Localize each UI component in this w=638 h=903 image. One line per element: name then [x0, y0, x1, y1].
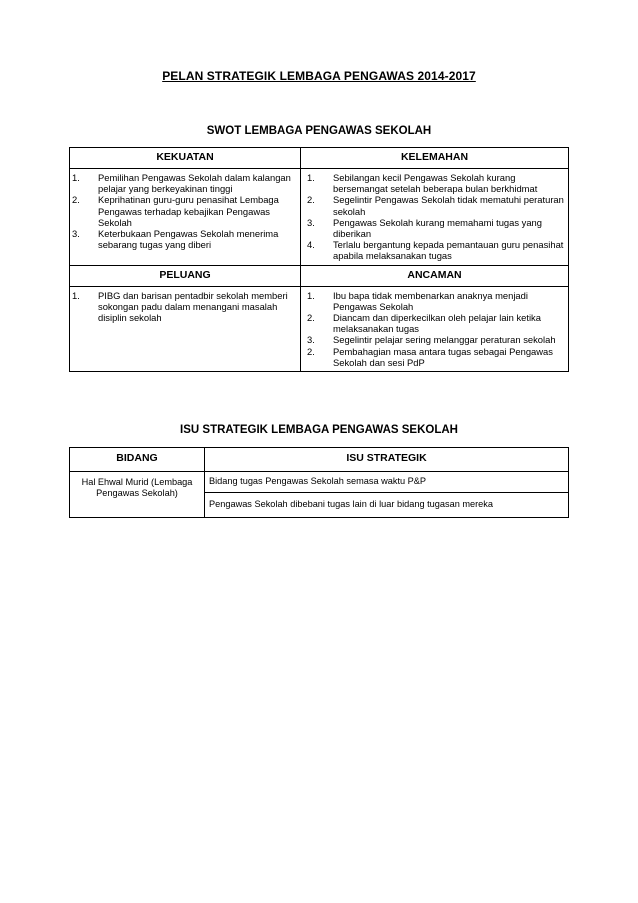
swot-header-row — [70, 148, 569, 169]
swot-row-2 — [70, 286, 569, 371]
list-item — [72, 194, 296, 228]
isu-strategik-table — [69, 447, 569, 518]
list-item-number: 1. — [307, 172, 315, 183]
peluang-header: PELUANG — [70, 265, 301, 286]
list-item-text: Segelintir pelajar sering melanggar peraturan sekolah — [333, 334, 556, 346]
list-item — [307, 172, 564, 194]
list-item-number: 2. — [307, 345, 315, 357]
kelemahan-cell — [301, 169, 569, 266]
swot-row-1 — [70, 169, 569, 266]
list-item-text: Ibu bapa tidak membenarkan anaknya menjadi Pengawas Sekolah — [333, 289, 528, 312]
list-item-number: 2. — [307, 312, 315, 324]
isu-item-2: Pengawas Sekolah dibebani tugas lain di luar bidang tugasan mereka — [205, 493, 569, 518]
list-item — [307, 334, 564, 345]
list-item-number: 2. — [72, 194, 80, 206]
list-item — [72, 228, 296, 250]
list-item — [307, 312, 564, 334]
list-item — [307, 217, 564, 239]
list-item-text: Pemilihan Pengawas Sekolah dalam kalangan pelajar yang berkeyakinan tinggi — [98, 172, 291, 195]
list-item-number: 2. — [307, 194, 315, 206]
kekuatan-header: KEKUATAN — [70, 148, 301, 169]
isu-header-row — [70, 448, 569, 472]
peluang-cell — [70, 286, 301, 371]
list-item-text: Pembahagian masa antara tugas sebagai Pengawas Sekolah dan sesi PdP — [333, 345, 553, 368]
document-title: PELAN STRATEGIK LEMBAGA PENGAWAS 2014-2017 — [162, 69, 476, 83]
list-item — [307, 346, 564, 368]
isu-strategik-header: ISU STRATEGIK — [205, 448, 569, 472]
list-item-text: Pengawas Sekolah kurang memahami tugas yang diberikan — [333, 216, 542, 240]
list-item-number: 1. — [72, 172, 80, 183]
ancaman-list — [307, 290, 564, 368]
ancaman-cell — [301, 286, 569, 371]
kekuatan-list — [72, 172, 296, 250]
list-item-text: Keprihatinan guru-guru penasihat Lembaga Pengawas terhadap kebajikan Pengawas Sekolah — [98, 194, 279, 228]
isu-section-title: ISU STRATEGIK LEMBAGA PENGAWAS SEKOLAH — [180, 424, 458, 436]
peluang-list — [72, 290, 296, 324]
list-item-text: PIBG dan barisan pentadbir sekolah memberi sokongan padu dalam menangani masalah disiplin sekolah — [98, 289, 288, 324]
list-item-text: Diancam dan diperkecilkan oleh pelajar lain ketika melaksanakan tugas — [333, 312, 541, 335]
list-item — [72, 172, 296, 194]
bidang-header: BIDANG — [70, 448, 205, 472]
ancaman-header: ANCAMAN — [301, 265, 569, 286]
list-item — [307, 290, 564, 312]
list-item-number: 3. — [307, 216, 315, 228]
kelemahan-list — [307, 172, 564, 262]
list-item — [307, 194, 564, 216]
kekuatan-cell — [70, 169, 301, 266]
swot-section-title: SWOT LEMBAGA PENGAWAS SEKOLAH — [206, 125, 432, 137]
bidang-cell: Hal Ehwal Murid (Lembaga Pengawas Sekolah) — [70, 472, 205, 518]
isu-row-1 — [70, 472, 569, 493]
list-item-number: 3. — [72, 228, 80, 240]
list-item-number: 3. — [307, 334, 315, 346]
isu-item-1: Bidang tugas Pengawas Sekolah semasa waktu P&P — [205, 472, 569, 493]
kelemahan-header: KELEMAHAN — [301, 148, 569, 169]
list-item — [72, 290, 296, 324]
list-item-number: 1. — [307, 289, 315, 301]
list-item-number: 4. — [307, 239, 315, 251]
list-item-text: Terlalu bergantung kepada pemantauan guru penasihat apabila melaksanakan tugas — [333, 239, 564, 262]
list-item-text: Keterbukaan Pengawas Sekolah menerima sebarang tugas yang diberi — [98, 228, 279, 251]
list-item-text: Segelintir Pengawas Sekolah tidak mematuhi peraturan sekolah — [333, 194, 564, 217]
swot-table — [69, 147, 569, 372]
swot-header-row-2 — [70, 265, 569, 286]
list-item-text: Sebilangan kecil Pengawas Sekolah kurang bersemangat setelah beberapa bulan berkhidmat — [333, 172, 538, 195]
list-item — [307, 239, 564, 261]
list-item-number: 1. — [72, 289, 80, 301]
